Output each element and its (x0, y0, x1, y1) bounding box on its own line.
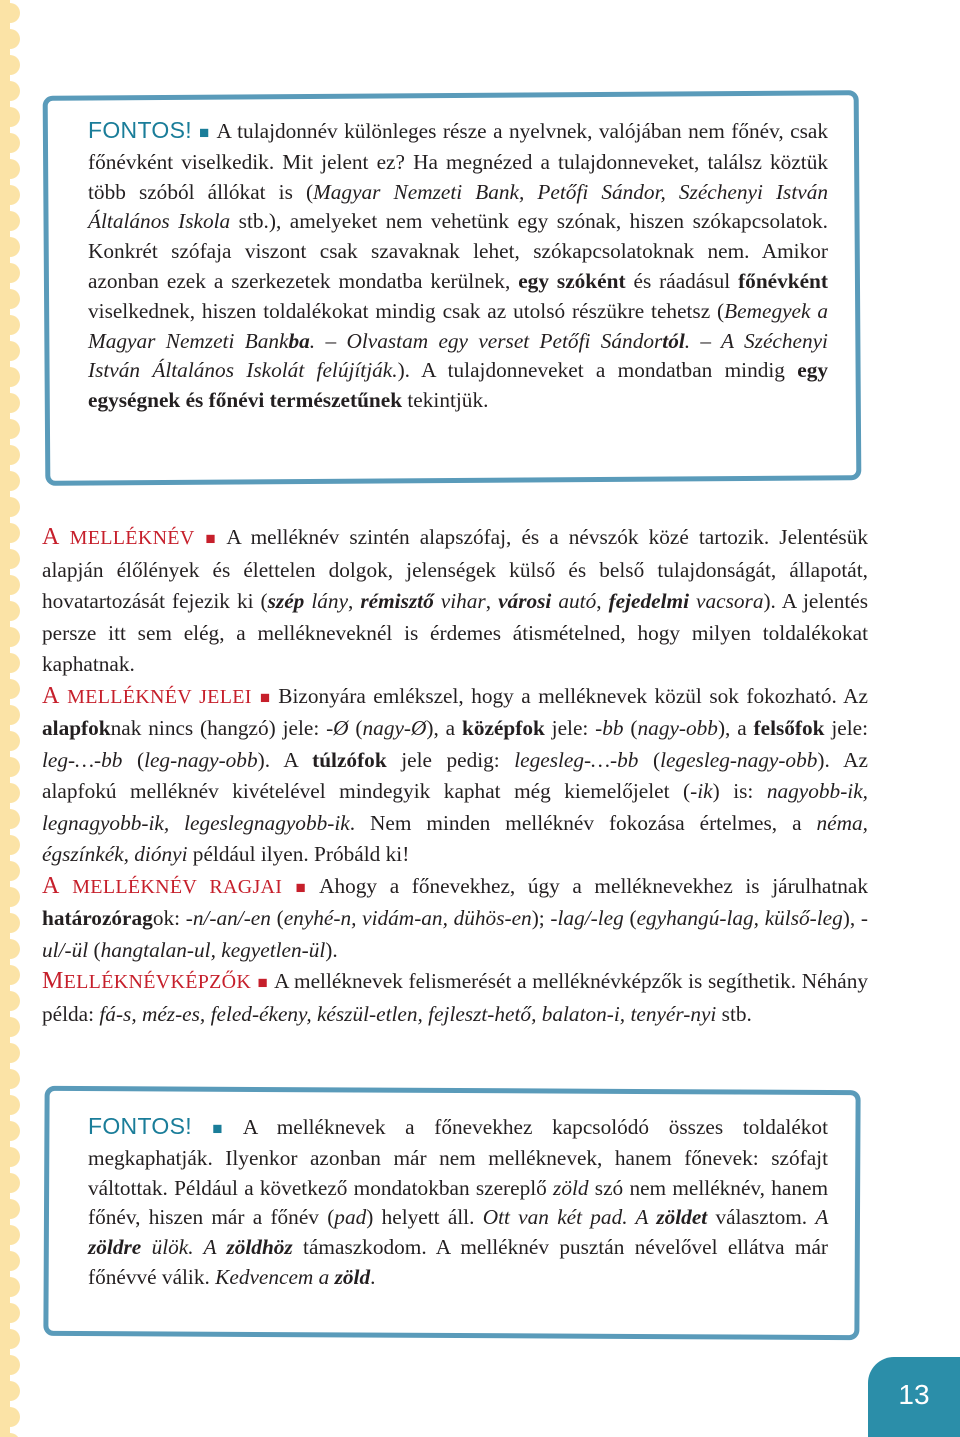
note-box-adjective-nominalization: FONTOS! ■ A melléknevek a főnevekhez kapcsolódó összes toldalékot megkaphatják. Ilyenkor azonban már nem melléknevek, hanem főnevek: szófajt váltottak. Például a következő mondatokban szereplő zöld szó nem melléknév, hanem főnév, hiszen már a főnév (pad) helyett áll. Ott van két pad. A zöldet választom. A zöldre ülök. A zöldhöz támaszkodom. A melléknév pusztán névelővel ellátva már főnévvé válik. Kedvencem a zöld. (88, 1113, 829, 1289)
edge-scallop (0, 653, 20, 673)
edge-scallop (0, 497, 20, 517)
edge-scallop (0, 1095, 20, 1115)
edge-scallop (0, 1147, 20, 1167)
section-heading: A MELLÉKNÉV JELEI (42, 682, 252, 709)
edge-scallop (0, 809, 20, 829)
edge-scallop (0, 575, 20, 595)
edge-scallop (0, 549, 20, 569)
edge-scallop (0, 1277, 20, 1297)
page-number-tab (868, 1357, 960, 1437)
edge-scallop (0, 757, 20, 777)
square-bullet-icon: ■ (197, 1119, 237, 1138)
edge-scallop (0, 523, 20, 543)
square-bullet-icon: ■ (257, 973, 269, 992)
edge-scallop (0, 939, 20, 959)
edge-scallop (0, 965, 20, 985)
note-label: FONTOS! (88, 1113, 192, 1139)
section-melleknev-ragjai: A MELLÉKNÉV RAGJAI ■ Ahogy a főnevekhez, úgy a melléknevekhez is járulhatnak határozóragok: -n/-an/-en (enyhé-n, vidám-an, dühös-en); -lag/-leg (egyhangú-lag, külső-leg), -ul/-ül (hangtalan-ul, kegyetlen-ül). (42, 872, 868, 962)
section-melleknev: A MELLÉKNÉV ■ A melléknév szintén alapszófaj, és a névszók közé tartozik. Jelentésük alapján élőlények és élettelen dolgok, jelenségek külső és belső tulajdonságát, állapotát, hovatartozását fejezik ki (szép lány, rémisztő vihar, városi autó, fejedelmi vacsora). A jelentés persze itt sem elég, a mellékneveknél is érdemes átismételned, hogy milyen toldalékokat kaphatnak. (42, 524, 869, 676)
edge-scallop (0, 705, 20, 725)
note-label: FONTOS! (88, 117, 192, 143)
edge-scallop (0, 861, 20, 881)
edge-scallop (0, 627, 20, 647)
edge-scallop (0, 731, 20, 751)
section-heading: MELLÉKNÉVKÉPZŐK (42, 968, 252, 994)
section-heading: A MELLÉKNÉV RAGJAI (42, 872, 283, 899)
edge-scallop (0, 341, 20, 361)
edge-scallop (0, 419, 20, 439)
edge-scallop (0, 29, 20, 49)
edge-scallop (0, 185, 20, 205)
edge-scallop (0, 1069, 20, 1089)
edge-scallop (0, 1225, 20, 1245)
section-melleknev-jelei: A MELLÉKNÉV JELEI ■ Bizonyára emlékszel, hogy a melléknevek közül sok fokozható. Az alapfoknak nincs (hangzó) jele: -Ø (nagy-Ø), a középfok jele: -bb (nagy-obb), a felsőfok jele: leg-…-bb (leg-nagy-obb). A túlzófok jele pedig: legesleg-…-bb (legesleg-nagy-obb). Az alapfokú melléknév kivételével mindegyik kaphat még kiemelőjelet (-ik) is: nagyobb-ik, legnagyobb-ik, legeslegnagyobb-ik. Nem minden melléknév fokozása értelmes, a néma, égszínkék, diónyi például ilyen. Próbáld ki! (42, 682, 869, 866)
edge-scallop (0, 783, 20, 803)
edge-scallop (0, 211, 20, 231)
edge-scallop (0, 133, 20, 153)
edge-scallop (0, 263, 20, 283)
edge-scallop (0, 367, 20, 387)
edge-scallop (0, 107, 20, 127)
edge-scallop (0, 3, 20, 23)
edge-scallop (0, 991, 20, 1011)
edge-scallop (0, 1381, 20, 1401)
edge-scallop (0, 159, 20, 179)
edge-scallop (0, 1121, 20, 1141)
edge-scallop (0, 237, 20, 257)
edge-scallop (0, 887, 20, 907)
edge-scallop (0, 1407, 20, 1427)
edge-scallop (0, 913, 20, 933)
edge-scallop (0, 81, 20, 101)
edge-scallop (0, 1173, 20, 1193)
edge-scallop (0, 1355, 20, 1375)
edge-scallop (0, 445, 20, 465)
section-melleknevkepzok: MELLÉKNÉVKÉPZŐK ■ A melléknevek felismerését a melléknévképzők is segíthetik. Néhány példa: fá-s, méz-es, feled-ékeny, készül-etlen, fejleszt-hető, balaton-i, tenyér-nyi stb. (42, 968, 868, 1026)
edge-scallop (0, 601, 20, 621)
edge-scallop (0, 679, 20, 699)
edge-scallop (0, 55, 20, 75)
edge-scallop (0, 1329, 20, 1349)
note-box-proper-nouns: FONTOS! ■ A tulajdonnév különleges része a nyelvnek, valójában nem főnév, csak főnévként viselkedik. Mit jelent ez? Ha megnézed a tulajdonneveket, találsz köztük több szóból állókat is (Magyar Nemzeti Bank, Petőfi Sándor, Széchenyi István Általános Iskola stb.), amelyeket nem vehetünk egy szónak, hiszen szókapcsolatok. Konkrét szófaja viszont csak szavaknak lehet, szókapcsolatoknak nem. Amikor azonban ezek a szerkezetek mondatba kerülnek, egy szóként és ráadásul főnévként viselkednek, hiszen toldalékokat mindig csak az utolsó részükre tehetsz (Bemegyek a Magyar Nemzeti Bankba. – Olvastam egy verset Petőfi Sándortól. – A Széchenyi István Általános Iskolát felújítják.). A tulajdonneveket a mondatban mindig egy egységnek és főnévi természetűnek tekintjük. (88, 117, 828, 413)
square-bullet-icon: ■ (288, 877, 314, 897)
scalloped-edge-decoration (0, 0, 24, 1437)
edge-scallop (0, 1199, 20, 1219)
edge-scallop (0, 1043, 20, 1063)
square-bullet-icon: ■ (200, 529, 221, 548)
edge-scallop (0, 1251, 20, 1271)
main-text (42, 522, 868, 1030)
edge-scallop (0, 835, 20, 855)
square-bullet-icon: ■ (197, 123, 211, 142)
section-heading: A MELLÉKNÉV (42, 524, 195, 550)
edge-scallop (0, 315, 20, 335)
square-bullet-icon: ■ (257, 687, 273, 707)
edge-scallop (0, 393, 20, 413)
page-number: 13 (898, 1379, 930, 1410)
edge-scallop (0, 1017, 20, 1037)
edge-scallop (0, 1303, 20, 1323)
edge-scallop (0, 471, 20, 491)
edge-scallop (0, 289, 20, 309)
